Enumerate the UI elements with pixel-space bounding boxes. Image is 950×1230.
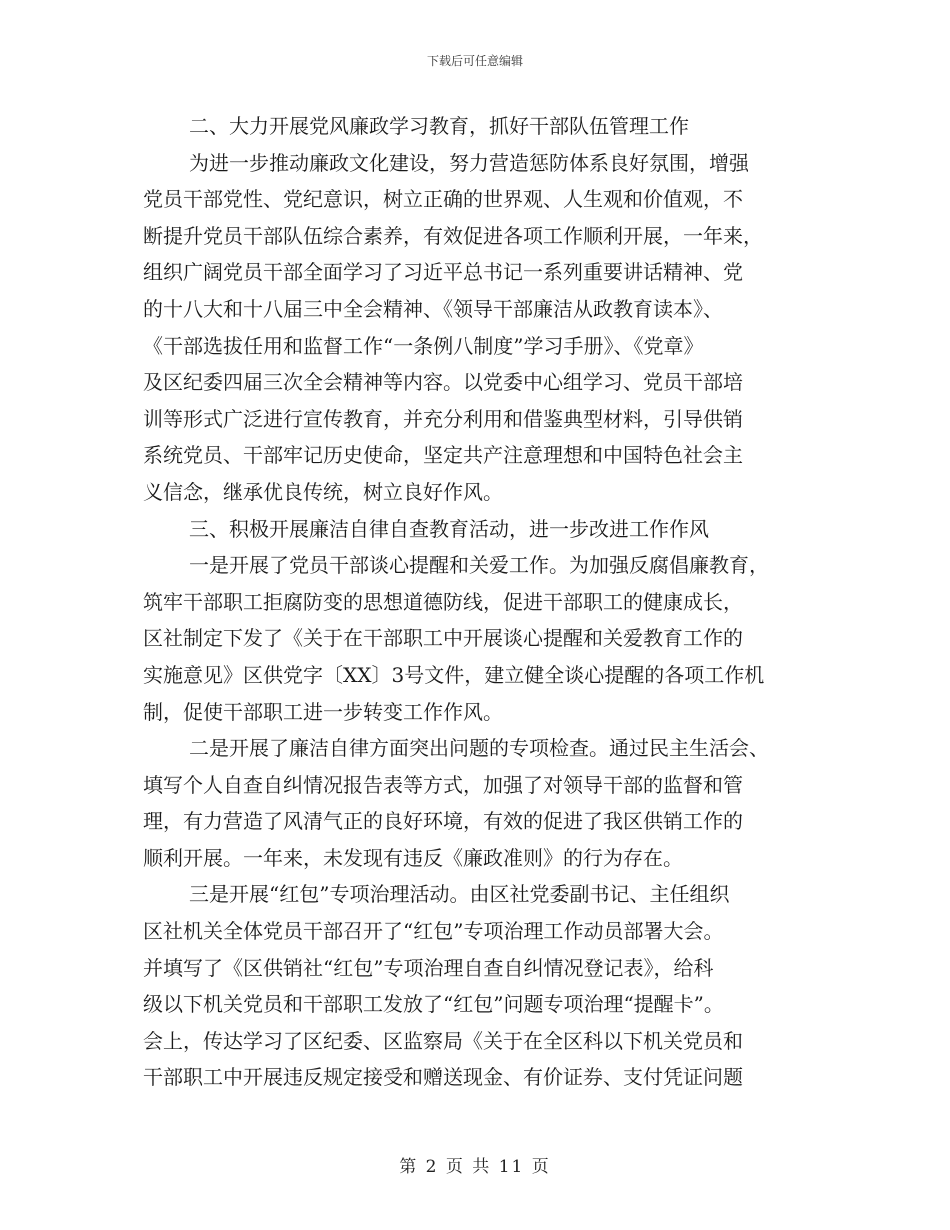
text-line: 筑牢干部职工拒腐防变的思想道德防线，促进干部职工的健康成长，	[143, 589, 743, 614]
text-line: 级以下机关党员和干部职工发放了“红包”问题专项治理“提醒卡”。	[143, 992, 724, 1017]
text-line: 实施意见》区供党字〔XX〕3号文件，建立健全谈心提醒的各项工作机	[143, 662, 765, 687]
page-footer: 第 2 页 共 11 页	[399, 1157, 551, 1177]
text-line: 二是开展了廉洁自律方面突出问题的专项检查。通过民主生活会、	[189, 736, 769, 761]
page-header: 下载后可任意编辑	[426, 54, 523, 68]
text-line: 制，促使干部职工进一步转变工作作风。	[143, 699, 503, 724]
text-line: 理，有力营造了风清气正的良好环境，有效的促进了我区供销工作的	[143, 809, 743, 834]
text-line: 干部职工中开展违反规定接受和赠送现金、有价证券、支付凭证问题	[143, 1065, 743, 1090]
text-line: 党员干部党性、党纪意识，树立正确的世界观、人生观和价值观，不	[143, 187, 743, 212]
text-line: 一是开展了党员干部谈心提醒和关爱工作。为加强反腐倡廉教育，	[189, 553, 769, 578]
text-line: 断提升党员干部队伍综合素养，有效促进各项工作顺利开展，一年来，	[143, 223, 763, 248]
text-line: 三是开展“红包”专项治理活动。由区社党委副书记、主任组织	[189, 882, 730, 907]
text-line: 填写个人自查自纠情况报告表等方式，加强了对领导干部的监督和管	[143, 772, 743, 797]
text-line: 会上，传达学习了区纪委、区监察局《关于在全区科以下机关党员和	[143, 1028, 743, 1053]
text-line: 《干部选拔任用和监督工作“一条例八制度”学习手册》、《党章》	[143, 333, 704, 358]
text-line: 三、积极开展廉洁自律自查教育活动，进一步改进工作作风	[189, 516, 709, 541]
document-body	[143, 108, 811, 1096]
text-line: 及区纪委四届三次全会精神等内容。以党委中心组学习、党员干部培	[143, 370, 743, 395]
text-line: 为进一步推动廉政文化建设，努力营造惩防体系良好氛围，增强	[189, 150, 749, 175]
text-line: 义信念，继承优良传统，树立良好作风。	[143, 479, 503, 504]
text-line: 系统党员、干部牢记历史使命，坚定共产注意理想和中国特色社会主	[143, 443, 743, 468]
text-line: 二、大力开展党风廉政学习教育，抓好干部队伍管理工作	[189, 114, 689, 138]
text-line: 区社制定下发了《关于在干部职工中开展谈心提醒和关爱教育工作的	[143, 626, 743, 651]
text-line: 训等形式广泛进行宣传教育，并充分利用和借鉴典型材料，引导供销	[143, 406, 743, 431]
text-line: 顺利开展。一年来，未发现有违反《廉政准则》的行为存在。	[143, 845, 683, 870]
text-line: 的十八大和十八届三中全会精神、《领导干部廉洁从政教育读本》、	[143, 296, 723, 321]
text-line: 区社机关全体党员干部召开了“红包”专项治理工作动员部署大会。	[143, 919, 724, 944]
text-line: 并填写了《区供销社“红包”专项治理自查自纠情况登记表》，给科	[143, 955, 714, 980]
text-line: 组织广阔党员干部全面学习了习近平总书记一系列重要讲话精神、党	[143, 260, 743, 285]
